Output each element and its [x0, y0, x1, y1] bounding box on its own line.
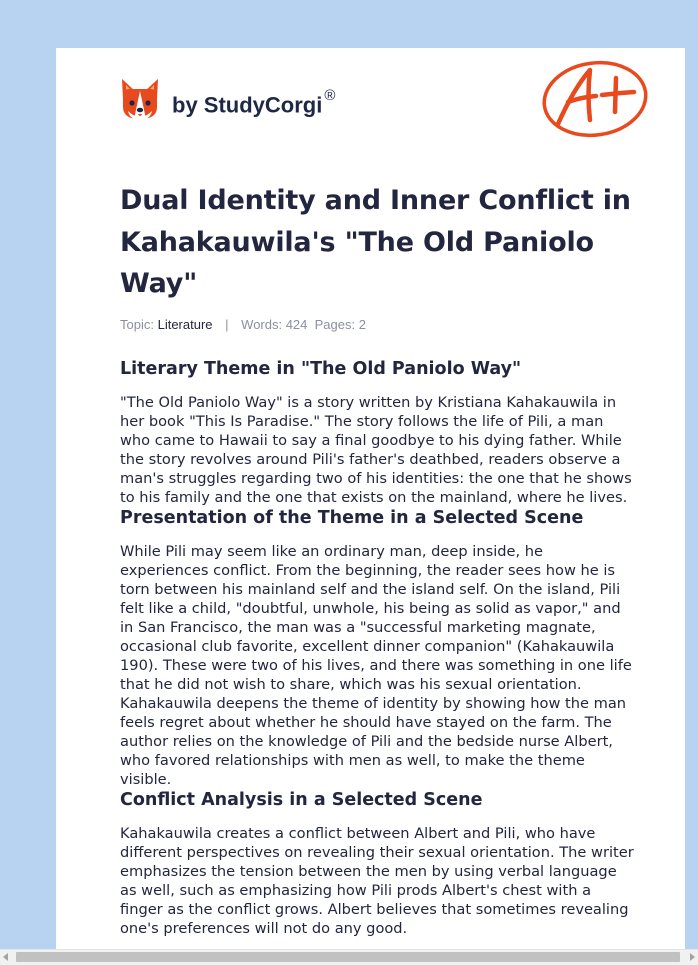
scroll-right-arrow-icon[interactable]	[690, 953, 695, 961]
scrollbar-thumb[interactable]	[16, 952, 680, 962]
scroll-left-arrow-icon[interactable]	[3, 953, 8, 961]
section-heading: Literary Theme in "The Old Paniolo Way"	[120, 358, 522, 379]
topic-label: Topic:	[120, 316, 154, 332]
word-count: Words: 424	[241, 316, 308, 332]
document-content	[120, 180, 636, 938]
a-plus-grade-icon	[538, 58, 650, 140]
logo-text: by StudyCorgi ®	[172, 87, 336, 118]
registered-mark: ®	[324, 87, 336, 105]
section-paragraph: "The Old Paniolo Way" is a story written by Kristiana Kahakauwila in her book "This Is Paradise." The story follows the life of Pili, a man who came to Hawaii to say a final goodbye to his dying father. While the story revolves around Pili's father's deathbed, readers observe a man's struggles regarding two of his identities: the one that he shows to his family and the one that exists on the mainland, where he lives.	[120, 393, 632, 506]
corgi-icon	[120, 77, 160, 123]
section-paragraph: Kahakauwila creates a conflict between Albert and Pili, who have different perspectives on revealing their sexual orientation. The writer emphasizes the tension between the men by using verbal language as well, such as emphasizing how Pili prods Albert's chest with a finger as the conflict grows. Albert believes that sometimes revealing one's preferences will not do any good.	[120, 824, 634, 937]
horizontal-scrollbar[interactable]	[0, 949, 698, 965]
document-meta	[120, 317, 636, 332]
section-heading: Conflict Analysis in a Selected Scene	[120, 789, 483, 810]
page-count: Pages: 2	[314, 316, 366, 332]
section-heading: Presentation of the Theme in a Selected Scene	[120, 507, 584, 528]
section-paragraph: While Pili may seem like an ordinary man, deep inside, he experiences conflict. From the beginning, the reader sees how he is torn between his mainland self and the island self. On the island, Pili felt like a child, "doubtful, unwhole, his being as solid as vapor," and in San Francisco, the man was a "successful marketing magnate, occasional club favorite, excellent dinner companion" (Kahakauwila 190). These were two of his lives, and there was something in one life that he did not wish to share, which was his sexual orientation. Kahakauwila deepens the theme of identity by showing how the man feels regret about whether he should have stayed on the farm. The author relies on the knowledge of Pili and the bedside nurse Albert, who favored relationships with men as well, to make the theme visible.	[120, 542, 632, 788]
meta-separator: |	[225, 316, 229, 332]
topic-link[interactable]: Literature	[157, 316, 213, 332]
document-page	[56, 48, 685, 964]
studycorgi-logo[interactable]	[120, 76, 335, 124]
page-title: Dual Identity and Inner Conflict in Kahakauwila's "The Old Paniolo Way"	[120, 185, 631, 299]
